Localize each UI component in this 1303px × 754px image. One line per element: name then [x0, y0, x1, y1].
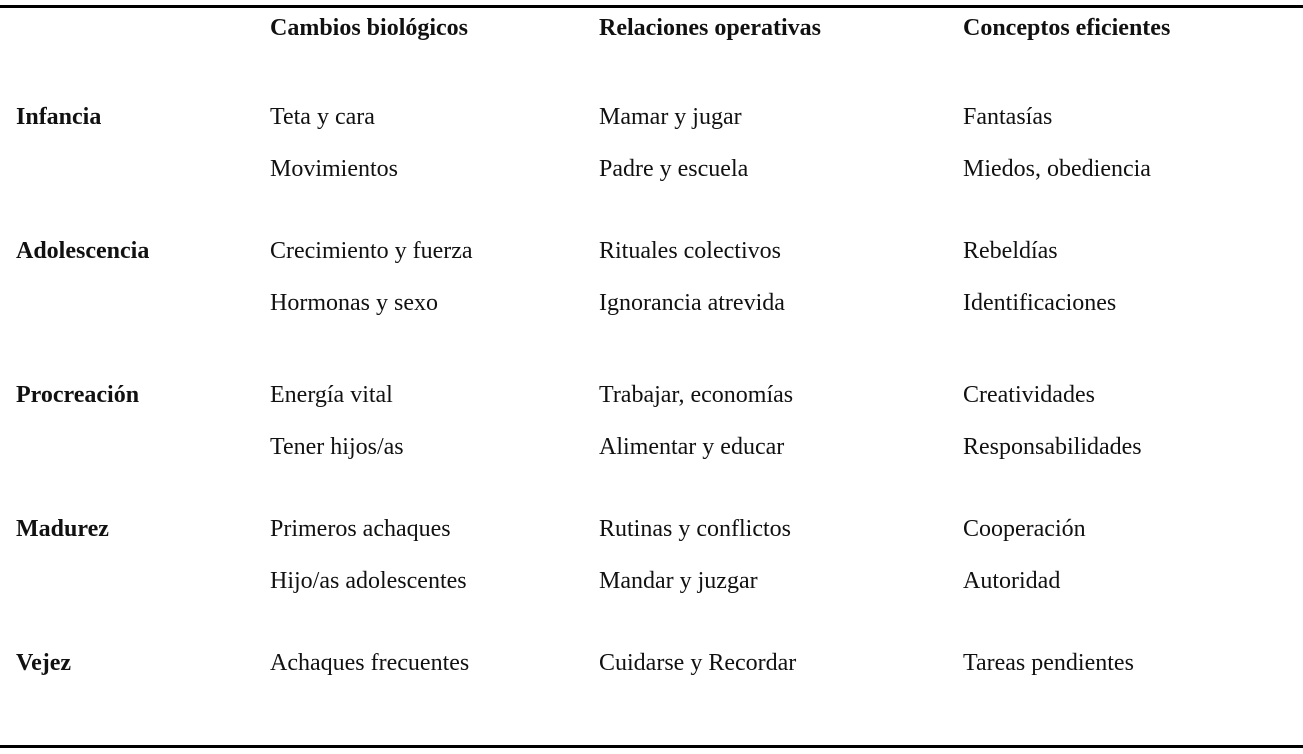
- table-cell: Teta y cara: [270, 104, 375, 130]
- table-cell: Rituales colectivos: [599, 238, 781, 264]
- header-conceptos-eficientes: Conceptos eficientes: [963, 15, 1171, 41]
- table-cell: Movimientos: [270, 156, 399, 182]
- table-cell: Hormonas y sexo: [270, 290, 438, 316]
- table-cell: Rebeldías: [963, 238, 1058, 264]
- stage-adolescencia: Adolescencia: [16, 238, 150, 264]
- table-cell: Ignorancia atrevida: [599, 290, 785, 316]
- stage-madurez: Madurez: [16, 516, 109, 542]
- stage-procreacion: Procreación: [16, 382, 140, 408]
- table-cell: Fantasías: [963, 104, 1053, 130]
- table-cell: Primeros achaques: [270, 516, 451, 542]
- stage-vejez: Vejez: [16, 650, 72, 676]
- table-cell: Cuidarse y Recordar: [599, 650, 797, 676]
- table-cell: Mamar y jugar: [599, 104, 742, 130]
- table-cell: Identificaciones: [963, 290, 1117, 316]
- stage-infancia: Infancia: [16, 104, 102, 130]
- table-cell: Alimentar y educar: [599, 434, 785, 460]
- table-cell: Miedos, obediencia: [963, 156, 1151, 182]
- table-cell: Mandar y juzgar: [599, 568, 758, 594]
- table-cell: Trabajar, economías: [599, 382, 794, 408]
- table-cell: Crecimiento y fuerza: [270, 238, 473, 264]
- table-cell: Creatividades: [963, 382, 1095, 408]
- table-cell: Energía vital: [270, 382, 393, 408]
- table-cell: Tener hijos/as: [270, 434, 404, 460]
- table-cell: Cooperación: [963, 516, 1086, 542]
- header-cambios-biologicos: Cambios biológicos: [270, 15, 469, 41]
- table-cell: Achaques frecuentes: [270, 650, 470, 676]
- table-cell: Responsabilidades: [963, 434, 1142, 460]
- top-rule: [0, 5, 1303, 8]
- table-cell: Tareas pendientes: [963, 650, 1134, 676]
- table-cell: Autoridad: [963, 568, 1061, 594]
- table-cell: Hijo/as adolescentes: [270, 568, 467, 594]
- bottom-rule: [0, 745, 1303, 748]
- table-cell: Rutinas y conflictos: [599, 516, 791, 542]
- table-cell: Padre y escuela: [599, 156, 749, 182]
- header-relaciones-operativas: Relaciones operativas: [599, 15, 821, 41]
